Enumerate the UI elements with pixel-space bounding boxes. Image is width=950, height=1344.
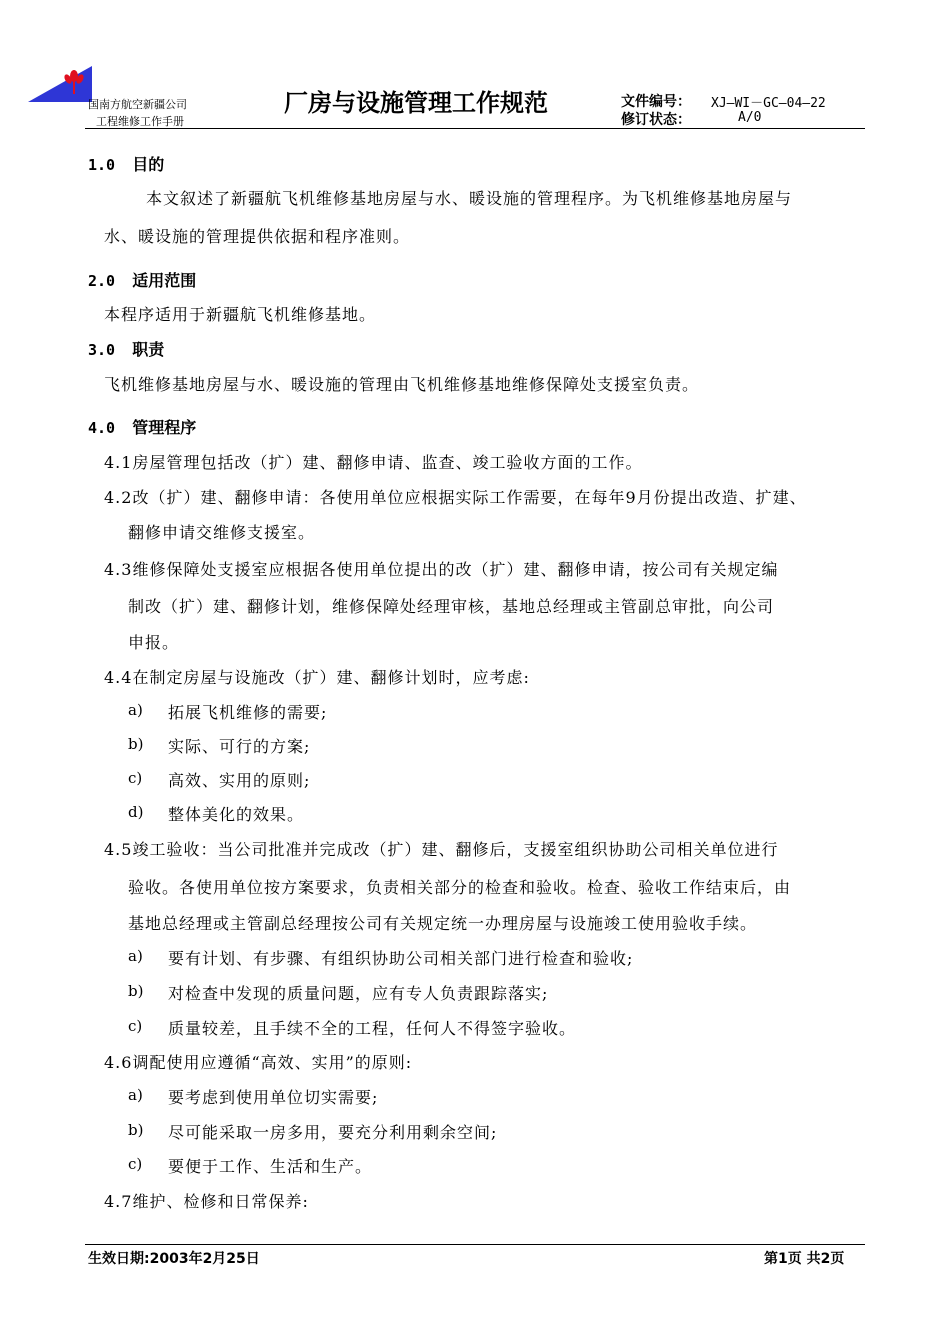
list-item-text: 对检查中发现的质量问题，应有专人负责跟踪落实; [168,984,549,1003]
doc-number-value: XJ—WI－GC—04—22 [711,96,826,111]
section-2-heading [88,268,196,291]
list-item-label: a) [128,701,143,719]
section-number: 3.0 [88,341,116,359]
clause-4-2-cont: 翻修申请交维修支援室。 [128,523,316,542]
list-item [128,946,634,968]
header-rule [85,128,865,129]
list-item-label: d) [128,803,144,821]
list-item-label: b) [128,735,144,753]
list-item-label: b) [128,982,144,1000]
list-item [128,734,311,756]
section-3-heading [88,337,164,360]
list-item-label: a) [128,1086,143,1104]
clause-4-5-cont: 基地总经理或主管副总经理按公司有关规定统一办理房屋与设施竣工使用验收手续。 [128,914,758,933]
list-item-text: 整体美化的效果。 [168,805,305,824]
clause-4-2: 4.2改（扩）建、翻修申请：各使用单位应根据实际工作需要，在每年9月份提出改造、扩建、 [104,488,807,507]
company-name: 国南方航空新疆公司 [88,98,187,111]
list-item [128,1016,577,1038]
clause-4-6: 4.6调配使用应遵循“高效、实用”的原则: [104,1053,413,1072]
revision-value: A/0 [738,110,762,125]
section-number: 1.0 [88,156,116,174]
section-title: 职责 [132,340,165,359]
list-item-text: 拓展飞机维修的需要; [168,703,328,722]
list-item-text: 要便于工作、生活和生产。 [168,1157,373,1176]
effective-date: 生效日期:2003年2月25日 [88,1251,260,1267]
list-item-label: b) [128,1121,144,1139]
section-1-heading [88,152,164,175]
list-item-text: 尽可能采取一房多用，要充分利用剩余空间; [168,1123,498,1142]
list-item-label: c) [128,769,143,787]
list-item [128,768,311,790]
list-item-text: 高效、实用的原则; [168,771,311,790]
list-item-text: 质量较差，且手续不全的工程，任何人不得签字验收。 [168,1019,577,1038]
paragraph-line: 本文叙述了新疆航飞机维修基地房屋与水、暖设施的管理程序。为飞机维修基地房屋与 [146,189,793,208]
clause-4-1: 4.1房屋管理包括改（扩）建、翻修申请、监查、竣工验收方面的工作。 [104,453,643,472]
paragraph-line: 飞机维修基地房屋与水、暖设施的管理由飞机维修基地维修保障处支援室负责。 [104,375,700,394]
list-item [128,1085,379,1107]
document-title: 厂房与设施管理工作规范 [284,89,548,117]
list-item-label: c) [128,1155,143,1173]
section-title: 目的 [132,155,165,174]
clause-4-5: 4.5竣工验收：当公司批准并完成改（扩）建、翻修后，支援室组织协助公司相关单位进行 [104,840,779,859]
manual-name: 工程维修工作手册 [96,115,184,128]
list-item [128,981,549,1003]
revision-label: 修订状态： [621,112,691,128]
list-item [128,700,328,722]
clause-4-3-cont: 申报。 [128,633,180,652]
list-item-text: 要有计划、有步骤、有组织协助公司相关部门进行检查和验收; [168,949,634,968]
clause-4-5-cont: 验收。各使用单位按方案要求，负责相关部分的检查和验收。检查、验收工作结束后，由 [128,878,792,897]
section-number: 4.0 [88,419,116,437]
clause-4-3-cont: 制改（扩）建、翻修计划，维修保障处经理审核，基地总经理或主管副总审批，向公司 [128,597,775,616]
clause-4-4: 4.4在制定房屋与设施改（扩）建、翻修计划时，应考虑: [104,668,530,687]
list-item [128,1120,498,1142]
list-item-text: 实际、可行的方案; [168,737,311,756]
page-number: 第1页 共2页 [764,1251,845,1267]
list-item-label: a) [128,947,143,965]
section-4-heading [88,415,196,438]
section-number: 2.0 [88,272,116,290]
footer-rule [85,1244,865,1245]
section-title: 适用范围 [132,271,197,290]
list-item [128,1154,373,1176]
clause-4-7: 4.7维护、检修和日常保养: [104,1192,309,1211]
list-item-text: 要考虑到使用单位切实需要; [168,1088,379,1107]
paragraph-line: 本程序适用于新疆航飞机维修基地。 [104,305,377,324]
list-item-label: c) [128,1017,143,1035]
list-item [128,802,305,824]
section-title: 管理程序 [132,418,197,437]
clause-4-3: 4.3维修保障处支援室应根据各使用单位提出的改（扩）建、翻修申请，按公司有关规定编 [104,560,779,579]
doc-number-label: 文件编号： [621,94,691,110]
paragraph-line: 水、暖设施的管理提供依据和程序准则。 [104,227,411,246]
